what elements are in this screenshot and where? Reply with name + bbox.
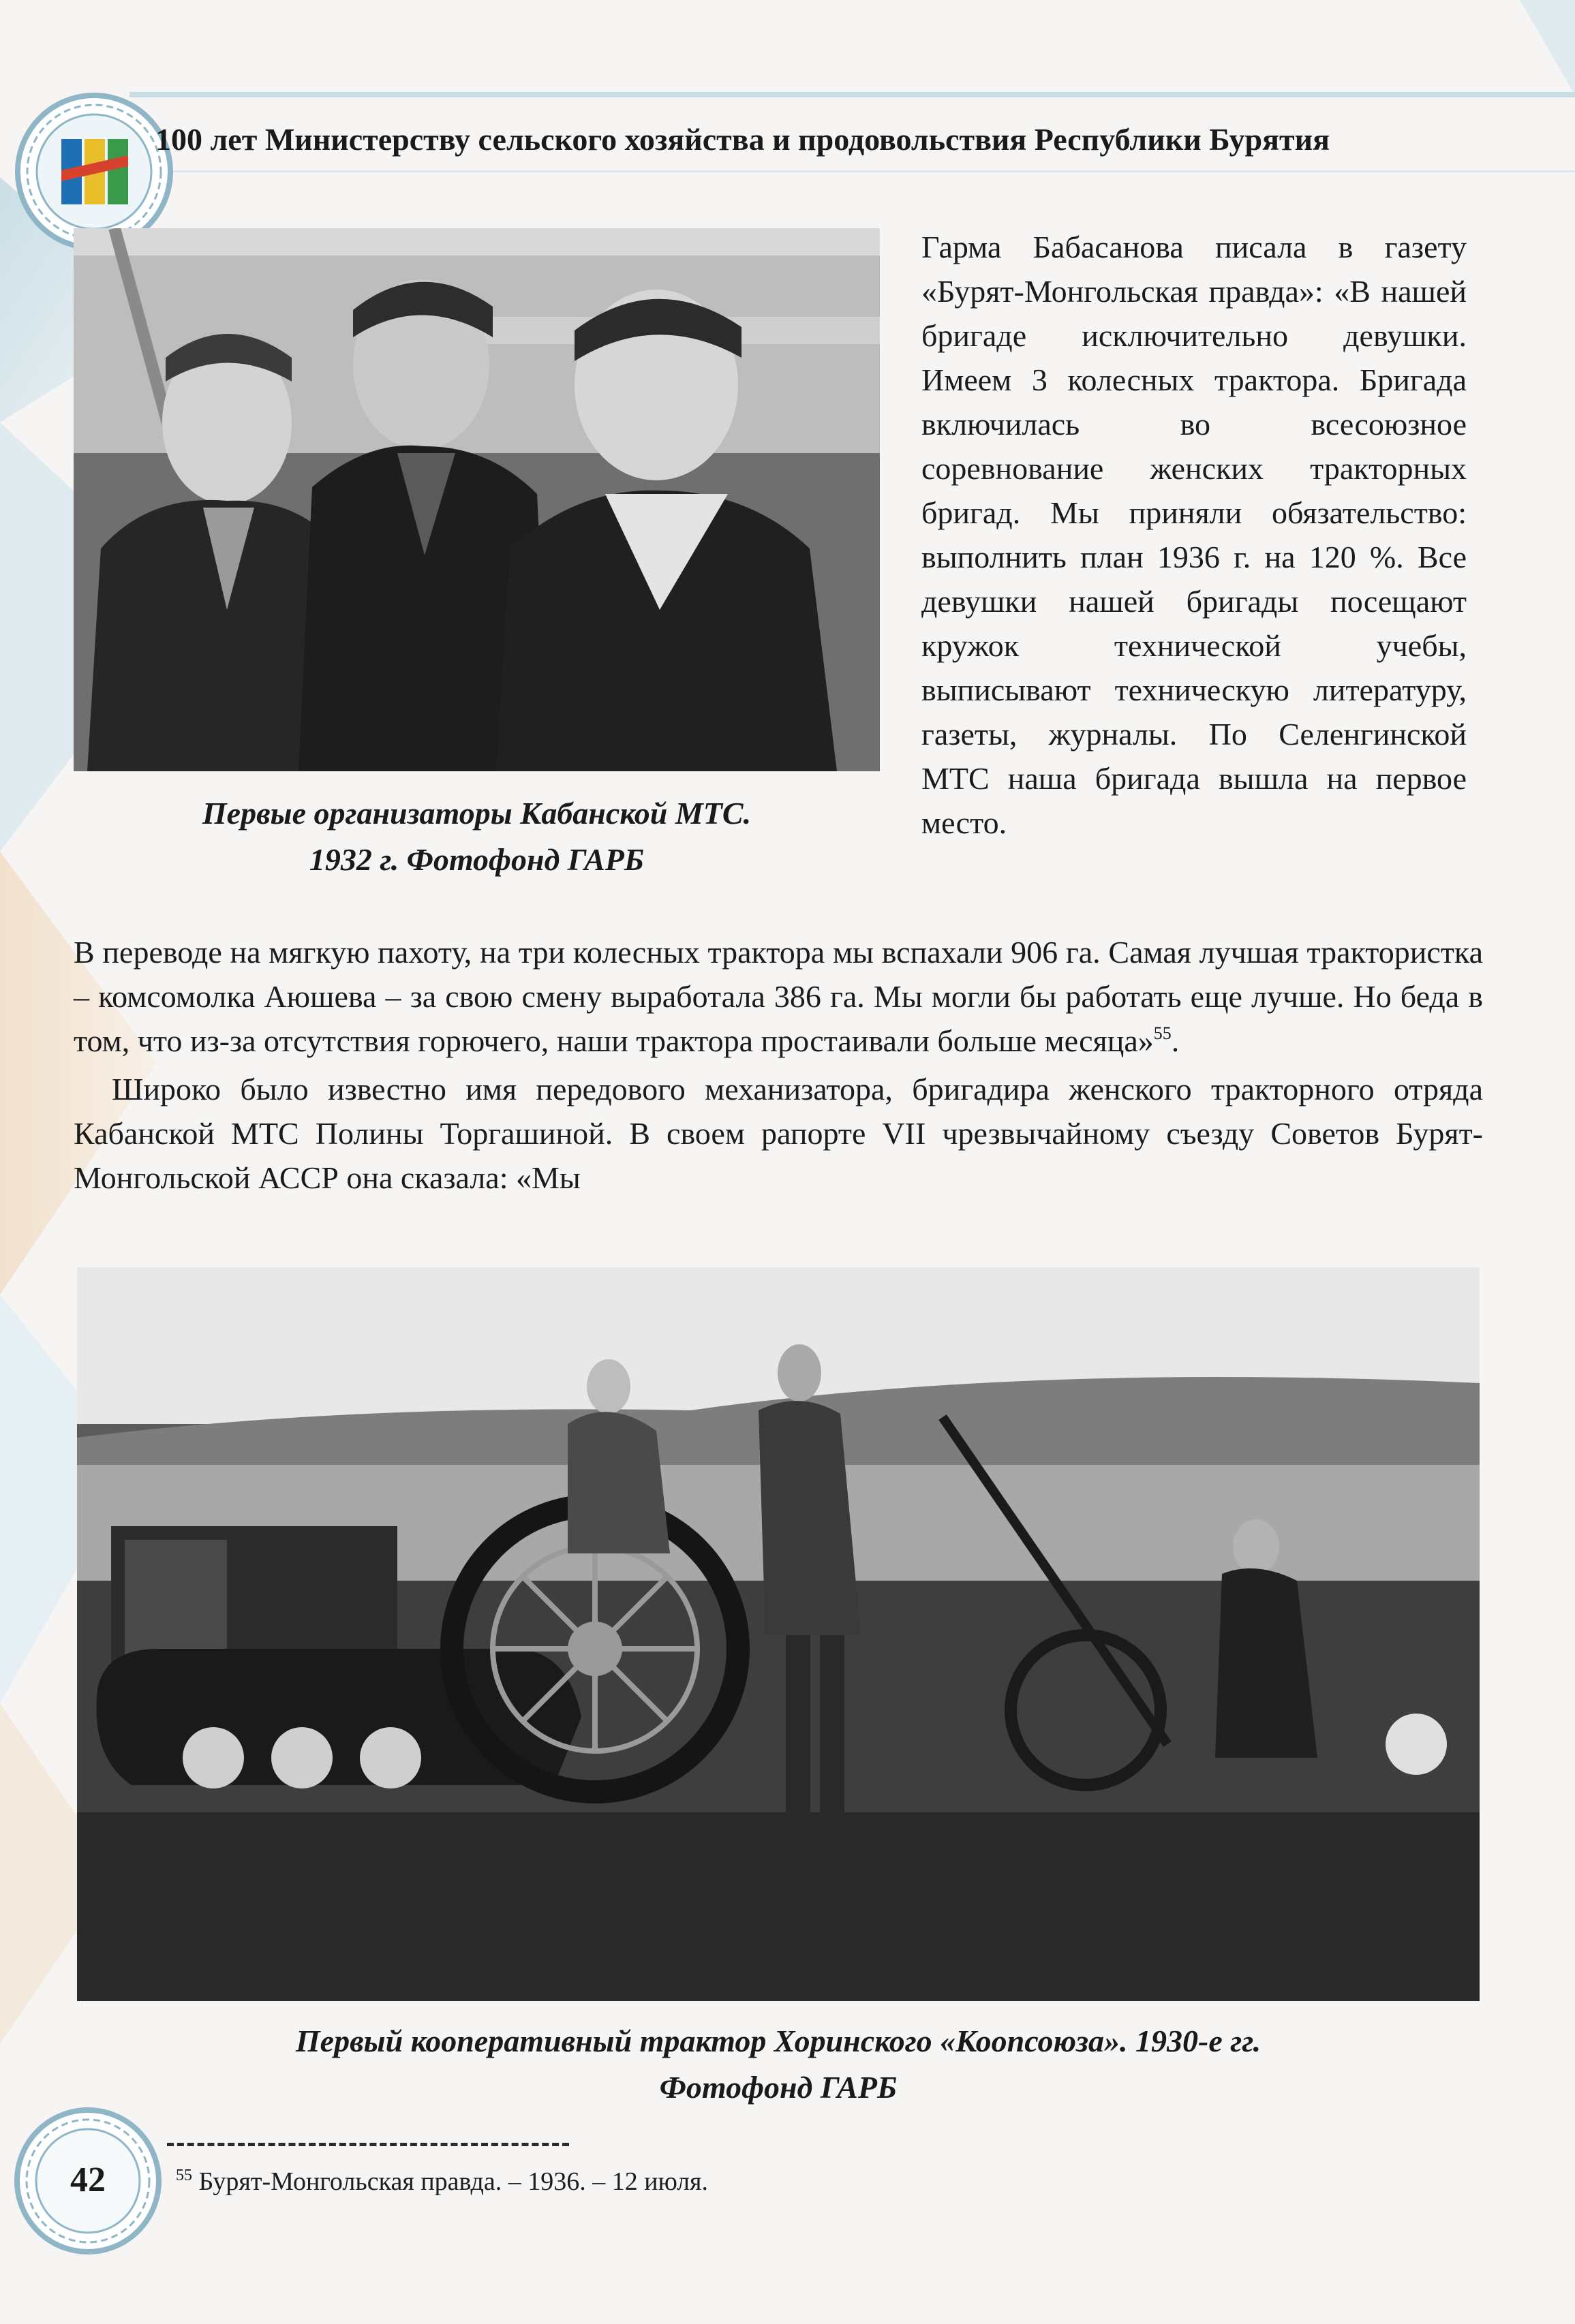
caption-line: Первые организаторы Кабанской МТС. bbox=[202, 796, 752, 831]
caption-line: 1932 г. Фотофонд ГАРБ bbox=[309, 842, 645, 877]
caption-line: Первый кооперативный трактор Хоринского «Коопсоюза». 1930-е гг. bbox=[295, 2024, 1261, 2058]
paragraph-text: Гарма Бабасанова писала в газету «Бурят-Монгольская правда»: «В нашей бригаде исключительно девушки. Имеем 3 колесных трактора. Бригада включилась во всесоюзное соревнование женских тракторных бригад. Мы приняли обязательство: выполнить план 1936 г. на 120 %. Все девушки нашей бригады посещают кружок технической учебы, выписывают техническую литературу, газеты, журналы. По Селенгинской МТС наша бригада вышла на первое место. bbox=[921, 230, 1467, 840]
footnote-divider bbox=[167, 2143, 569, 2146]
running-header: 100 лет Министерству сельского хозяйства и продовольствия Республики Бурятия bbox=[155, 122, 1330, 157]
paragraph-2: Широко было известно имя передового механизатора, бригадира женского тракторного отряда Кабанской МТС Полины Торгашиной. В своем рапорте VII чрезвычайному съезду Советов Бурят-Монгольской АССР она сказала: «Мы bbox=[74, 1072, 1483, 1195]
column-paragraph bbox=[921, 225, 1467, 845]
footnote-reference: 55 bbox=[1153, 1023, 1172, 1043]
header-rule-thin bbox=[129, 170, 1575, 172]
paragraph-1 bbox=[74, 930, 1483, 1063]
photo-mts-organizers bbox=[74, 228, 880, 771]
paragraph-text: В переводе на мягкую пахоту, на три колесных трактора мы вспахали 906 га. Самая лучшая трактористка – комсомолка Аюшева – за свою смену выработала 386 га. Мы могли бы работать еще лучше. Но беда в том, что из-за отсутствия горючего, наши трактора простаивали больше месяца» bbox=[74, 935, 1483, 1058]
photo-caption-1 bbox=[74, 790, 880, 883]
header-rule bbox=[129, 92, 1575, 97]
page-number: 42 bbox=[70, 2160, 106, 2199]
photo-caption-2 bbox=[77, 2018, 1480, 2111]
paragraph-punct: . bbox=[1171, 1023, 1180, 1058]
main-text bbox=[74, 930, 1483, 1200]
footnote-text: Бурят-Монгольская правда. – 1936. – 12 июля. bbox=[198, 2167, 708, 2196]
caption-line: Фотофонд ГАРБ bbox=[659, 2070, 898, 2105]
footnote bbox=[176, 2167, 708, 2197]
photo-cooperative-tractor bbox=[77, 1267, 1480, 2001]
footnote-number: 55 bbox=[176, 2167, 192, 2184]
